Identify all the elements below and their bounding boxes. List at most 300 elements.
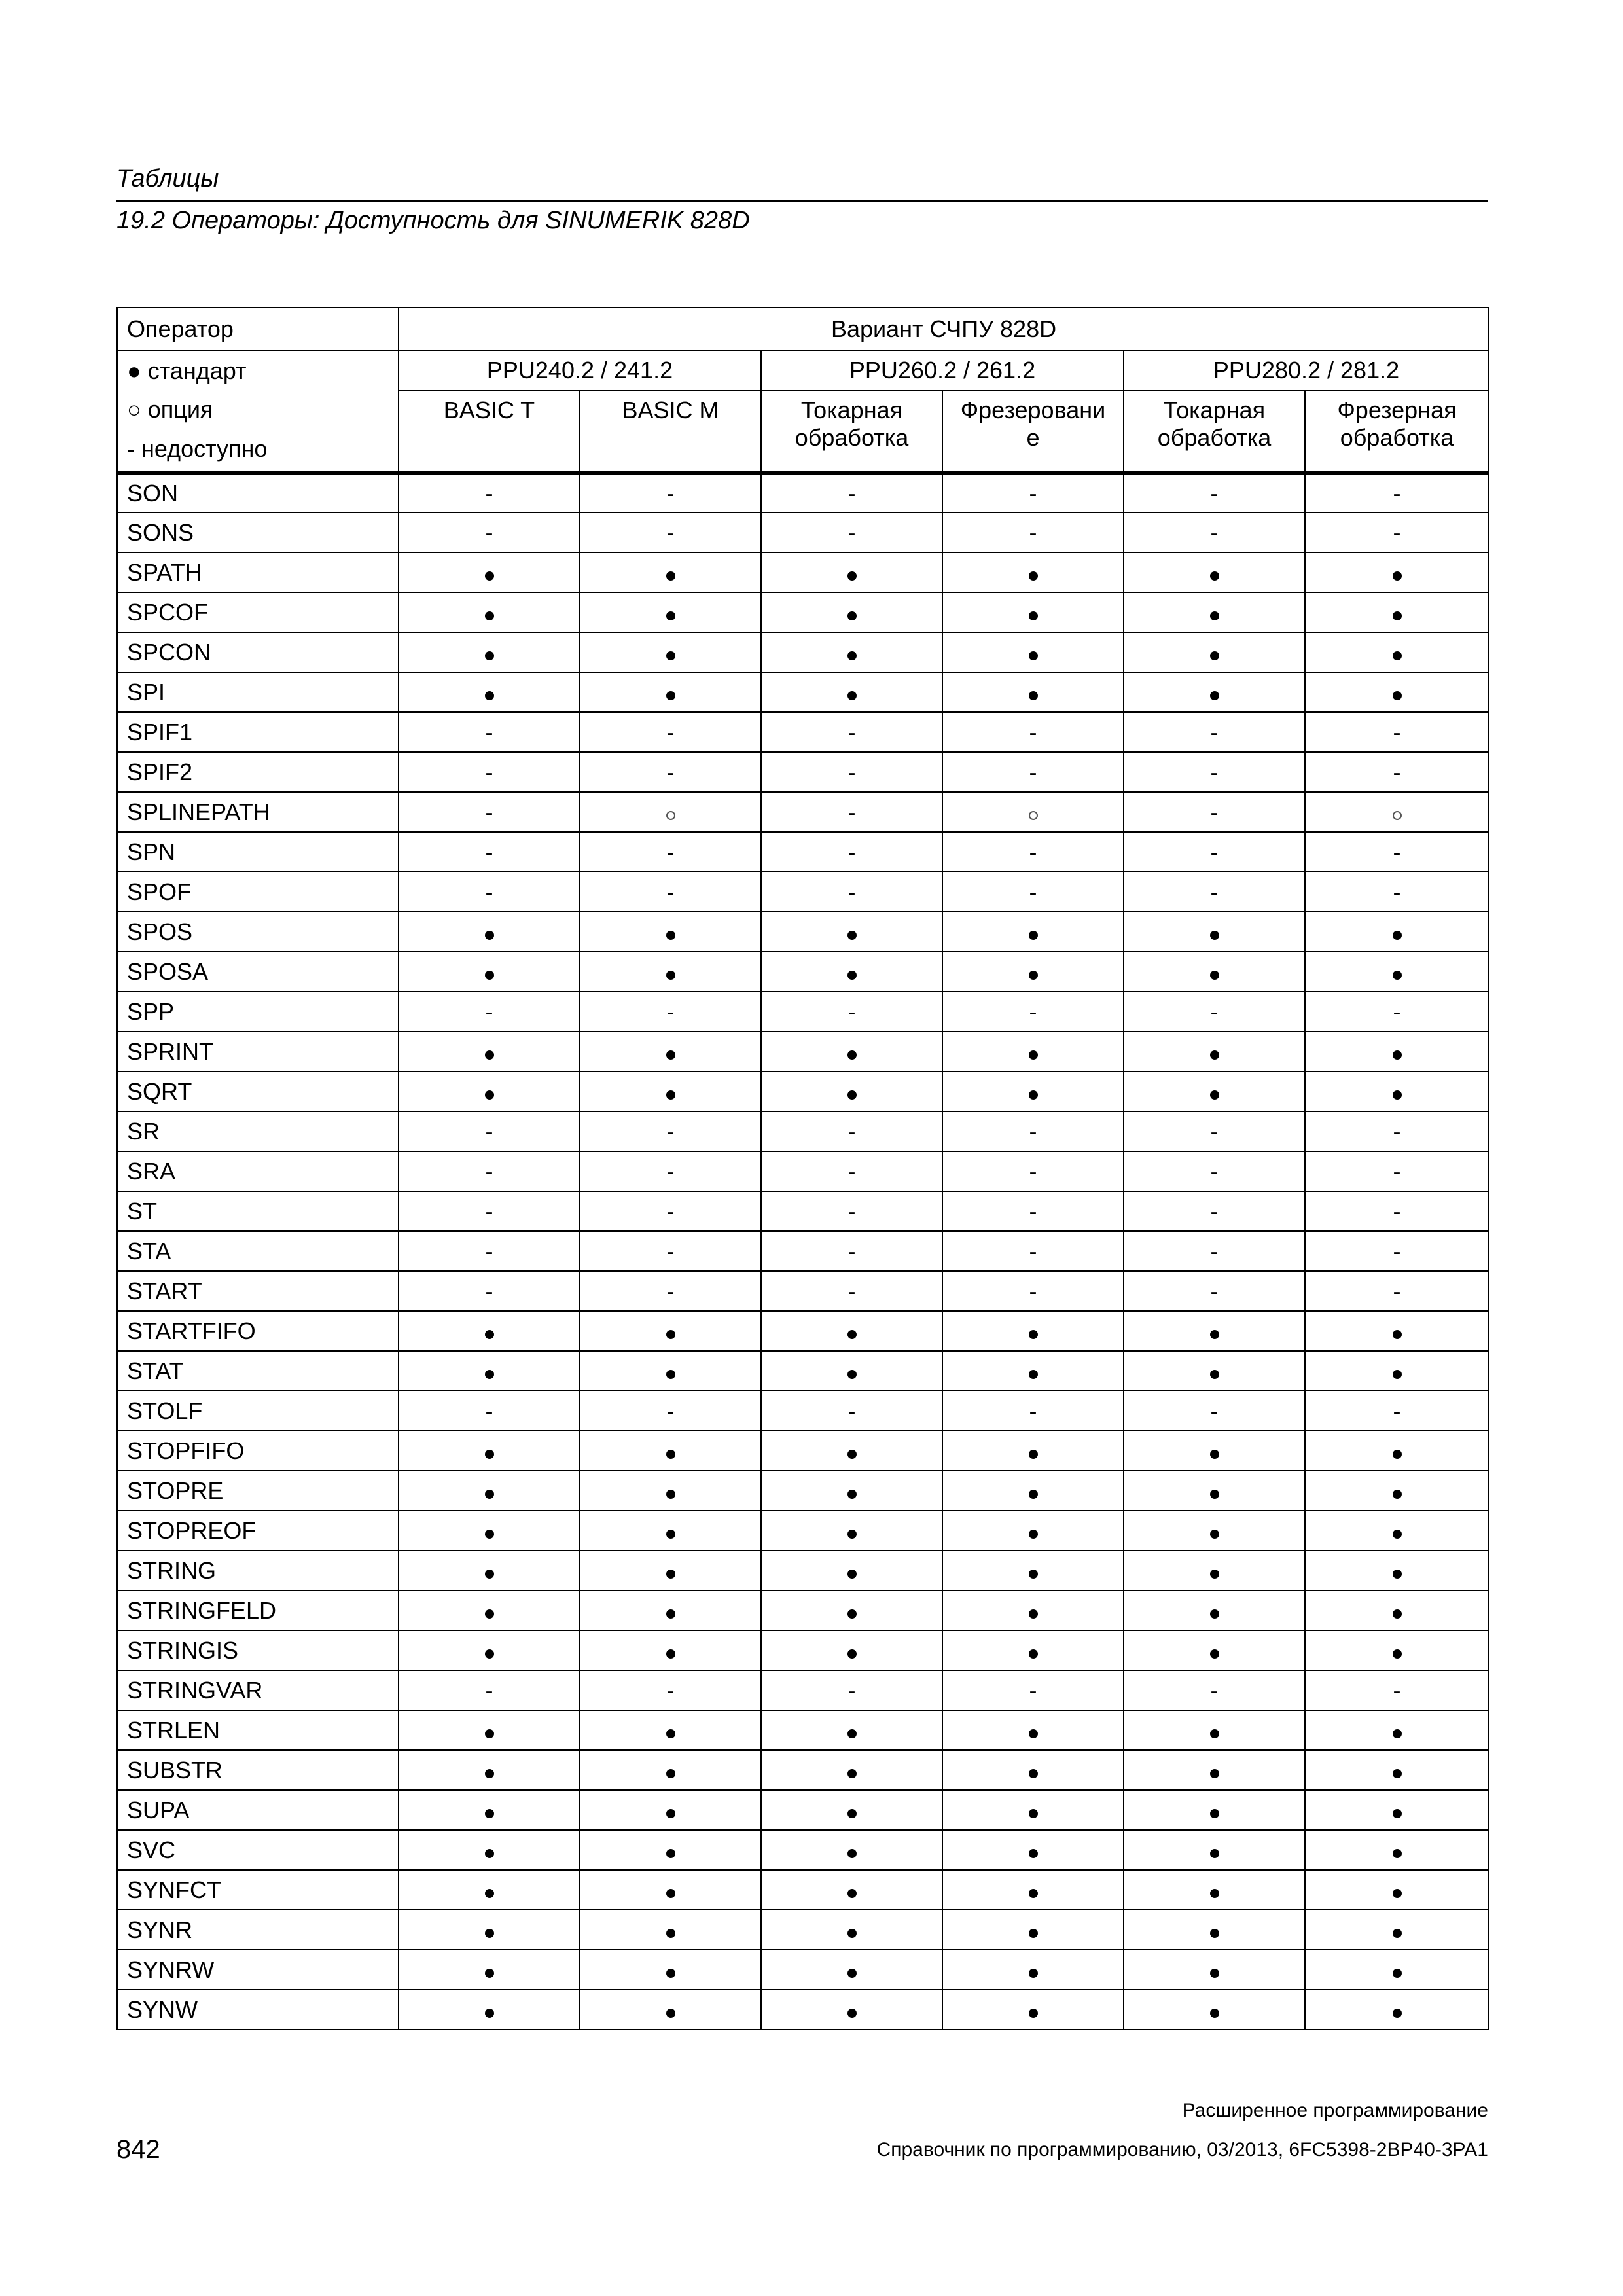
table-row: [117, 1511, 1489, 1551]
availability-cell: [399, 1590, 580, 1630]
operators-table-body: [117, 473, 1489, 2030]
availability-cell: [1124, 1031, 1305, 1071]
standard-dot-icon: [1393, 1370, 1402, 1379]
unavailable-dash: -: [847, 1197, 856, 1225]
availability-cell: [761, 1391, 942, 1431]
col-header-line1: BASIC M: [622, 397, 719, 423]
availability-cell: [1124, 1790, 1305, 1830]
standard-dot-icon: [485, 1929, 494, 1938]
standard-dot-icon: [1393, 1729, 1402, 1738]
availability-cell: [399, 473, 580, 512]
availability-cell: [1305, 872, 1489, 912]
table-row: [117, 1990, 1489, 2030]
corner-label: Оператор: [117, 308, 399, 350]
availability-cell: [761, 1431, 942, 1471]
availability-cell: [580, 992, 761, 1031]
availability-cell: [399, 1111, 580, 1151]
availability-cell: [942, 1471, 1124, 1511]
availability-cell: [761, 832, 942, 872]
standard-dot-icon: [847, 1530, 857, 1539]
availability-cell: [942, 792, 1124, 832]
unavailable-dash: -: [485, 718, 493, 745]
operator-name: SR: [117, 1111, 399, 1151]
standard-dot-icon: [1210, 1889, 1219, 1898]
standard-dot-icon: [666, 571, 675, 581]
availability-cell: [399, 1870, 580, 1910]
col-header-turning-280: [1124, 391, 1305, 473]
availability-cell: [942, 752, 1124, 792]
standard-dot-icon: [847, 1929, 857, 1938]
standard-dot-icon: [485, 1729, 494, 1738]
operator-name: SPIF1: [117, 712, 399, 752]
availability-cell: [942, 1311, 1124, 1351]
availability-cell: [580, 1391, 761, 1431]
availability-cell: [580, 752, 761, 792]
availability-cell: [761, 1551, 942, 1590]
unavailable-dash: -: [1210, 1237, 1219, 1265]
table-row: [117, 512, 1489, 552]
availability-cell: [1124, 1191, 1305, 1231]
standard-dot-icon: [847, 1809, 857, 1818]
availability-cell: [1305, 552, 1489, 592]
table-row: [117, 552, 1489, 592]
standard-dot-icon: [1393, 971, 1402, 980]
unavailable-dash: -: [847, 1117, 856, 1145]
availability-cell: [1305, 1511, 1489, 1551]
unavailable-dash: -: [666, 479, 675, 507]
availability-cell: [761, 1790, 942, 1830]
option-circle-icon: [666, 811, 675, 820]
standard-dot-icon: [847, 1450, 857, 1459]
availability-cell: [1305, 1111, 1489, 1151]
unavailable-dash: -: [1210, 718, 1219, 745]
standard-dot-icon: [847, 1330, 857, 1339]
table-row: [117, 1710, 1489, 1750]
availability-cell: [580, 1910, 761, 1950]
availability-cell: [1124, 1710, 1305, 1750]
availability-cell: [1124, 1071, 1305, 1111]
table-row: [117, 1830, 1489, 1870]
standard-dot-icon: [485, 1809, 494, 1818]
group-header-ppu240: PPU240.2 / 241.2: [399, 350, 761, 391]
availability-cell: [1305, 1271, 1489, 1311]
availability-cell: [580, 672, 761, 712]
availability-cell: [1124, 1511, 1305, 1551]
availability-cell: [942, 473, 1124, 512]
availability-cell: [580, 1950, 761, 1990]
availability-cell: [942, 552, 1124, 592]
operator-name: STARTFIFO: [117, 1311, 399, 1351]
standard-dot-icon: [1029, 1370, 1038, 1379]
standard-dot-icon: [847, 1570, 857, 1579]
standard-dot-icon: [485, 1609, 494, 1619]
availability-cell: [1305, 1391, 1489, 1431]
availability-cell: [942, 1750, 1124, 1790]
unavailable-dash: -: [1393, 518, 1401, 546]
operator-name: START: [117, 1271, 399, 1311]
standard-dot-icon: [847, 1370, 857, 1379]
availability-cell: [580, 1471, 761, 1511]
standard-dot-icon: [1393, 1649, 1402, 1659]
unavailable-dash: -: [847, 1676, 856, 1704]
standard-dot-icon: [485, 1889, 494, 1898]
standard-dot-icon: [485, 2009, 494, 2018]
table-row: [117, 992, 1489, 1031]
unavailable-dash: -: [1393, 1197, 1401, 1225]
operator-name: SYNRW: [117, 1950, 399, 1990]
col-header-line2: обработка: [1157, 424, 1272, 451]
standard-dot-icon: [847, 971, 857, 980]
availability-cell: [761, 1511, 942, 1551]
unavailable-dash: -: [666, 838, 675, 865]
standard-dot-icon: [666, 1969, 675, 1978]
unavailable-dash: -: [666, 718, 675, 745]
availability-cell: [580, 1151, 761, 1191]
availability-cell: [399, 752, 580, 792]
unavailable-dash: -: [1029, 1197, 1037, 1225]
unavailable-dash: -: [1210, 878, 1219, 905]
availability-cell: [1124, 1551, 1305, 1590]
col-header-milling-280: [1305, 391, 1489, 473]
legend-option: ○ опция: [127, 396, 213, 423]
availability-cell: [399, 872, 580, 912]
availability-cell: [942, 912, 1124, 952]
table-row: [117, 473, 1489, 512]
availability-cell: [1124, 632, 1305, 672]
unavailable-dash: -: [666, 1277, 675, 1304]
table-row: [117, 792, 1489, 832]
unavailable-dash: -: [1029, 479, 1037, 507]
table-row: [117, 1471, 1489, 1511]
operator-name: SON: [117, 473, 399, 512]
standard-dot-icon: [666, 1370, 675, 1379]
col-header-basic-m: [580, 391, 761, 473]
unavailable-dash: -: [1393, 718, 1401, 745]
table-row: [117, 1750, 1489, 1790]
availability-cell: [1305, 1431, 1489, 1471]
availability-cell: [761, 1590, 942, 1630]
availability-cell: [1305, 512, 1489, 552]
unavailable-dash: -: [1029, 758, 1037, 785]
availability-cell: [942, 1151, 1124, 1191]
standard-dot-icon: [485, 611, 494, 620]
availability-cell: [399, 1790, 580, 1830]
footer-book-title: Расширенное программирование: [1182, 2100, 1488, 2121]
availability-cell: [580, 1870, 761, 1910]
standard-dot-icon: [1210, 1969, 1219, 1978]
col-header-turning-260: [761, 391, 942, 473]
unavailable-dash: -: [847, 838, 856, 865]
standard-dot-icon: [847, 1729, 857, 1738]
unavailable-dash: -: [666, 1157, 675, 1185]
availability-cell: [580, 632, 761, 672]
availability-cell: [580, 952, 761, 992]
standard-dot-icon: [485, 1649, 494, 1659]
legend-standard: ● стандарт: [117, 350, 399, 391]
availability-cell: [942, 672, 1124, 712]
standard-dot-icon: [1210, 1609, 1219, 1619]
availability-cell: [580, 1271, 761, 1311]
availability-cell: [399, 1950, 580, 1990]
availability-cell: [1305, 672, 1489, 712]
unavailable-dash: -: [666, 1397, 675, 1424]
variant-title: Вариант СЧПУ 828D: [399, 308, 1489, 350]
operator-name: STOPFIFO: [117, 1431, 399, 1471]
availability-cell: [580, 1031, 761, 1071]
standard-dot-icon: [485, 1530, 494, 1539]
col-header-line1: Токарная: [1163, 397, 1266, 423]
unavailable-dash: -: [1393, 878, 1401, 905]
availability-cell: [942, 712, 1124, 752]
unavailable-dash: -: [666, 1197, 675, 1225]
standard-dot-icon: [1029, 1889, 1038, 1898]
operator-name: SUPA: [117, 1790, 399, 1830]
table-row: [117, 1950, 1489, 1990]
standard-dot-icon: [847, 1490, 857, 1499]
availability-cell: [1124, 872, 1305, 912]
table-row: [117, 1431, 1489, 1471]
operator-name: STRINGFELD: [117, 1590, 399, 1630]
standard-dot-icon: [1393, 1330, 1402, 1339]
availability-cell: [399, 792, 580, 832]
standard-dot-icon: [666, 611, 675, 620]
availability-cell: [761, 952, 942, 992]
standard-dot-icon: [1210, 971, 1219, 980]
unavailable-dash: -: [1210, 1117, 1219, 1145]
operators-availability-table: [116, 307, 1489, 2030]
availability-cell: [1124, 1151, 1305, 1191]
table-row: [117, 912, 1489, 952]
availability-cell: [1305, 832, 1489, 872]
standard-dot-icon: [1393, 611, 1402, 620]
availability-cell: [761, 872, 942, 912]
standard-dot-icon: [485, 1570, 494, 1579]
availability-cell: [1305, 1830, 1489, 1870]
unavailable-dash: -: [1393, 1676, 1401, 1704]
unavailable-dash: -: [1210, 1676, 1219, 1704]
availability-cell: [399, 952, 580, 992]
header-divider: [116, 200, 1488, 202]
availability-cell: [399, 1231, 580, 1271]
group-header-ppu280: PPU280.2 / 281.2: [1124, 350, 1489, 391]
standard-dot-icon: [1029, 1929, 1038, 1938]
standard-dot-icon: [1210, 2009, 1219, 2018]
unavailable-dash: -: [1393, 1277, 1401, 1304]
standard-dot-icon: [485, 651, 494, 660]
availability-cell: [1305, 1950, 1489, 1990]
unavailable-dash: -: [1393, 1237, 1401, 1265]
standard-dot-icon: [1393, 571, 1402, 581]
standard-dot-icon: [1029, 1649, 1038, 1659]
availability-cell: [580, 1990, 761, 2030]
standard-dot-icon: [847, 1769, 857, 1778]
operator-name: SPN: [117, 832, 399, 872]
col-header-line1: Токарная: [800, 397, 903, 423]
operator-name: STAT: [117, 1351, 399, 1391]
availability-cell: [1305, 1870, 1489, 1910]
legend-unavailable: - недоступно: [127, 435, 268, 462]
availability-cell: [399, 712, 580, 752]
availability-cell: [1124, 592, 1305, 632]
availability-cell: [1124, 912, 1305, 952]
unavailable-dash: -: [847, 798, 856, 825]
availability-cell: [942, 1111, 1124, 1151]
col-header-line2: обработка: [1340, 424, 1454, 451]
standard-dot-icon: [666, 1889, 675, 1898]
table-row: [117, 1031, 1489, 1071]
standard-dot-icon: [1029, 1849, 1038, 1858]
unavailable-dash: -: [1210, 1277, 1219, 1304]
availability-cell: [761, 1471, 942, 1511]
availability-cell: [942, 1870, 1124, 1910]
operator-name: SPI: [117, 672, 399, 712]
table-row: [117, 1071, 1489, 1111]
standard-dot-icon: [666, 1330, 675, 1339]
table-row: [117, 712, 1489, 752]
availability-cell: [761, 712, 942, 752]
availability-cell: [1124, 992, 1305, 1031]
availability-cell: [580, 1111, 761, 1151]
standard-dot-icon: [1210, 571, 1219, 581]
availability-cell: [1305, 592, 1489, 632]
standard-dot-icon: [1210, 611, 1219, 620]
availability-cell: [942, 1071, 1124, 1111]
standard-dot-icon: [847, 1889, 857, 1898]
standard-dot-icon: [666, 651, 675, 660]
availability-cell: [761, 1630, 942, 1670]
table-row: [117, 1311, 1489, 1351]
availability-cell: [761, 1151, 942, 1191]
unavailable-dash: -: [485, 758, 493, 785]
availability-cell: [1305, 632, 1489, 672]
availability-cell: [942, 832, 1124, 872]
unavailable-dash: -: [485, 1237, 493, 1265]
unavailable-dash: -: [485, 878, 493, 905]
availability-cell: [1124, 473, 1305, 512]
availability-cell: [1305, 1471, 1489, 1511]
availability-cell: [399, 1431, 580, 1471]
standard-dot-icon: [1210, 1570, 1219, 1579]
col-header-line1: Фрезеровани: [960, 397, 1106, 423]
availability-cell: [399, 992, 580, 1031]
table-row: [117, 1391, 1489, 1431]
availability-cell: [942, 1830, 1124, 1870]
unavailable-dash: -: [485, 1397, 493, 1424]
standard-dot-icon: [1393, 1090, 1402, 1100]
availability-cell: [1124, 1351, 1305, 1391]
availability-cell: [580, 1511, 761, 1551]
standard-dot-icon: [666, 1849, 675, 1858]
table-row: [117, 872, 1489, 912]
availability-cell: [580, 792, 761, 832]
operator-name: SYNR: [117, 1910, 399, 1950]
standard-dot-icon: [1210, 1490, 1219, 1499]
availability-cell: [1124, 1910, 1305, 1950]
availability-cell: [942, 1710, 1124, 1750]
availability-cell: [942, 1271, 1124, 1311]
standard-dot-icon: [666, 1769, 675, 1778]
standard-dot-icon: [1393, 2009, 1402, 2018]
operator-name: STOPREOF: [117, 1511, 399, 1551]
availability-cell: [580, 1630, 761, 1670]
unavailable-dash: -: [1393, 1157, 1401, 1185]
standard-dot-icon: [1029, 571, 1038, 581]
availability-cell: [942, 992, 1124, 1031]
operator-name: SPCON: [117, 632, 399, 672]
availability-cell: [399, 1191, 580, 1231]
availability-cell: [761, 1750, 942, 1790]
availability-cell: [580, 1710, 761, 1750]
legend-cell: [117, 391, 399, 473]
operator-name: SPIF2: [117, 752, 399, 792]
availability-cell: [399, 1391, 580, 1431]
availability-cell: [942, 1790, 1124, 1830]
unavailable-dash: -: [485, 798, 493, 825]
unavailable-dash: -: [1029, 838, 1037, 865]
availability-cell: [761, 912, 942, 952]
col-header-line2: обработка: [794, 424, 909, 451]
unavailable-dash: -: [485, 1277, 493, 1304]
availability-cell: [580, 1431, 761, 1471]
unavailable-dash: -: [1393, 1397, 1401, 1424]
availability-cell: [761, 1111, 942, 1151]
availability-cell: [399, 512, 580, 552]
availability-cell: [399, 1551, 580, 1590]
unavailable-dash: -: [485, 1197, 493, 1225]
availability-cell: [1124, 1391, 1305, 1431]
unavailable-dash: -: [847, 1237, 856, 1265]
operator-name: ST: [117, 1191, 399, 1231]
standard-dot-icon: [485, 691, 494, 700]
availability-cell: [1305, 1351, 1489, 1391]
operator-name: SYNW: [117, 1990, 399, 2030]
availability-cell: [1305, 1910, 1489, 1950]
availability-cell: [1124, 752, 1305, 792]
availability-cell: [942, 1590, 1124, 1630]
availability-cell: [942, 1551, 1124, 1590]
standard-dot-icon: [1210, 1530, 1219, 1539]
subsection-title: 19.2 Операторы: Доступность для SINUMERIK 828D: [116, 207, 750, 234]
availability-cell: [942, 1670, 1124, 1710]
availability-cell: [580, 912, 761, 952]
standard-dot-icon: [1210, 1929, 1219, 1938]
availability-cell: [580, 473, 761, 512]
unavailable-dash: -: [485, 518, 493, 546]
availability-cell: [1124, 1630, 1305, 1670]
availability-cell: [761, 1670, 942, 1710]
unavailable-dash: -: [485, 1676, 493, 1704]
operator-name: SPOF: [117, 872, 399, 912]
unavailable-dash: -: [666, 997, 675, 1025]
standard-dot-icon: [847, 611, 857, 620]
availability-cell: [942, 872, 1124, 912]
standard-dot-icon: [666, 1929, 675, 1938]
operator-name: STRINGVAR: [117, 1670, 399, 1710]
standard-dot-icon: [666, 1609, 675, 1619]
availability-cell: [580, 872, 761, 912]
availability-cell: [761, 1351, 942, 1391]
availability-cell: [1305, 1151, 1489, 1191]
standard-dot-icon: [847, 1050, 857, 1060]
standard-dot-icon: [666, 1649, 675, 1659]
col-header-line2: е: [1026, 424, 1040, 451]
unavailable-dash: -: [847, 479, 856, 507]
availability-cell: [399, 1830, 580, 1870]
availability-cell: [761, 1870, 942, 1910]
unavailable-dash: -: [1029, 1277, 1037, 1304]
unavailable-dash: -: [1210, 479, 1219, 507]
standard-dot-icon: [1210, 1729, 1219, 1738]
